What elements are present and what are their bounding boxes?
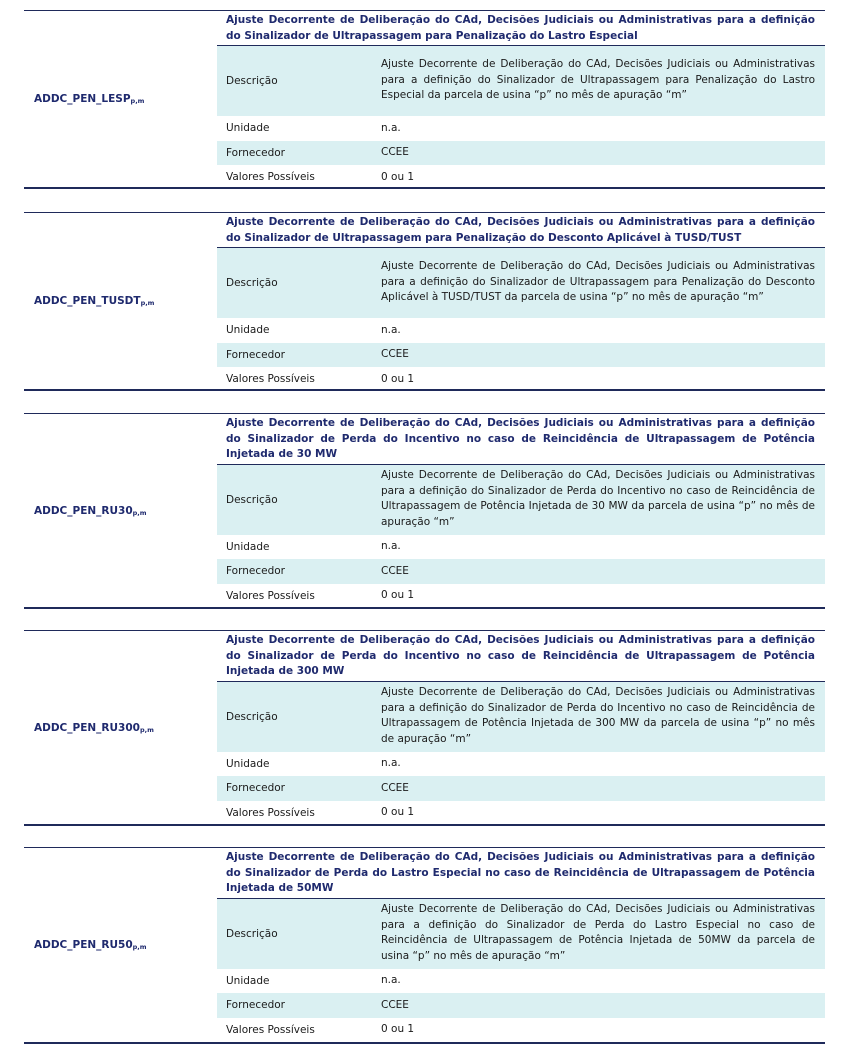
variable-code: $ADDC\_PEN\_RU30_{p,m}$ xyxy=(34,504,147,517)
unit-row xyxy=(217,969,825,994)
possible-values-row xyxy=(217,1018,825,1043)
possible-values-value: 0 ou 1 xyxy=(381,589,415,601)
supplier-row xyxy=(217,993,825,1018)
possible-values-value: 0 ou 1 xyxy=(381,806,415,818)
variable-title: Ajuste Decorrente de Deliberação do CAd, Decisões Judiciais ou Administrativas para a definição do Sinalizador de Perda do Incentivo no caso de Reincidência de Ultrapassagem de Potência Injetada de 300 MW xyxy=(217,631,825,682)
variable-code: $ADDC\_PEN\_TUSDT_{p,m}$ xyxy=(34,295,155,307)
description-label: Descrição xyxy=(226,75,278,87)
supplier-label: Fornecedor xyxy=(226,146,285,159)
possible-values-row xyxy=(217,584,825,609)
possible-values-value: 0 ou 1 xyxy=(381,372,415,385)
supplier-value: CCEE xyxy=(381,998,409,1011)
unit-row xyxy=(217,752,825,777)
possible-values-label: Valores Possíveis xyxy=(226,1023,315,1036)
unit-label: Unidade xyxy=(226,122,270,135)
variable-code: $ADDC\_PEN\_LESP_{p,m}$ xyxy=(34,93,145,105)
unit-label: Unidade xyxy=(226,324,270,337)
variable-title: Ajuste Decorrente de Deliberação do CAd, Decisões Judiciais ou Administrativas para a definição do Sinalizador de Ultrapassagem para Penalização do Lastro Especial xyxy=(217,11,825,46)
unit-row xyxy=(217,116,825,141)
possible-values-row xyxy=(217,367,825,392)
unit-value: n.a. xyxy=(381,121,401,134)
supplier-value: CCEE xyxy=(381,781,409,794)
supplier-row xyxy=(217,343,825,368)
variable-block-addc-pen-ru30 xyxy=(24,413,825,609)
variable-details xyxy=(217,213,825,392)
description-row xyxy=(217,248,825,318)
description-value: Ajuste Decorrente de Deliberação do CAd, Decisões Judiciais ou Administrativas para a definição do Sinalizador de Perda do Incentivo no caso de Reincidência de Ultrapassagem de Potência Injetada de 30 MW da parcela de usina “p” no mês de apuração “m” xyxy=(381,469,815,528)
variable-details xyxy=(217,11,825,190)
supplier-label: Fornecedor xyxy=(226,999,285,1012)
variable-details xyxy=(217,848,825,1042)
variable-details xyxy=(217,631,825,825)
unit-value: n.a. xyxy=(381,540,401,552)
variable-title: Ajuste Decorrente de Deliberação do CAd, Decisões Judiciais ou Administrativas para a definição do Sinalizador de Ultrapassagem para Penalização do Desconto Aplicável à TUSD/TUST xyxy=(217,213,825,248)
description-value: Ajuste Decorrente de Deliberação do CAd, Decisões Judiciais ou Administrativas para a definição do Sinalizador de Perda do Incentivo no caso de Reincidência de Ultrapassagem de Potência Injetada de 300 MW da parcela de usina “p” no mês de apuração “m” xyxy=(381,686,815,745)
supplier-value: CCEE xyxy=(381,146,409,158)
unit-row xyxy=(217,318,825,343)
description-row xyxy=(217,46,825,116)
variable-block-addc-pen-tusdt xyxy=(24,212,825,391)
unit-label: Unidade xyxy=(226,757,270,770)
supplier-label: Fornecedor xyxy=(226,565,285,578)
unit-label: Unidade xyxy=(226,540,270,553)
possible-values-row xyxy=(217,165,825,190)
description-value: Ajuste Decorrente de Deliberação do CAd, Decisões Judiciais ou Administrativas para a definição do Sinalizador de Ultrapassagem para Penalização do Desconto Aplicável à TUSD/TUST da parcela de usina “p” no mês de apuração “m” xyxy=(381,260,815,304)
variable-code: $ADDC\_PEN\_RU50_{p,m}$ xyxy=(34,939,147,951)
variable-block-addc-pen-lesp xyxy=(24,10,825,189)
description-label: Descrição xyxy=(226,710,278,723)
supplier-value: CCEE xyxy=(381,564,409,577)
possible-values-label: Valores Possíveis xyxy=(226,806,315,819)
supplier-label: Fornecedor xyxy=(226,782,285,795)
variable-code: $ADDC\_PEN\_RU300_{p,m}$ xyxy=(34,721,154,734)
description-row xyxy=(217,465,825,535)
unit-value: n.a. xyxy=(381,974,401,986)
description-label: Descrição xyxy=(226,277,278,289)
possible-values-row xyxy=(217,801,825,826)
description-value: Ajuste Decorrente de Deliberação do CAd, Decisões Judiciais ou Administrativas para a definição do Sinalizador de Perda do Lastro Especial no caso de Reincidência de Ultrapassagem de Potência Injetada de 50MW da parcela de usina “p” no mês de apuração “m” xyxy=(381,903,815,962)
possible-values-value: 0 ou 1 xyxy=(381,1023,415,1035)
description-label: Descrição xyxy=(226,493,278,506)
unit-value: n.a. xyxy=(381,323,401,336)
possible-values-label: Valores Possíveis xyxy=(226,171,315,184)
possible-values-value: 0 ou 1 xyxy=(381,170,415,183)
variable-title: Ajuste Decorrente de Deliberação do CAd, Decisões Judiciais ou Administrativas para a definição do Sinalizador de Perda do Incentivo no caso de Reincidência de Ultrapassagem de Potência Injetada de 30 MW xyxy=(217,414,825,465)
supplier-row xyxy=(217,559,825,584)
possible-values-label: Valores Possíveis xyxy=(226,373,315,386)
description-row xyxy=(217,899,825,969)
possible-values-label: Valores Possíveis xyxy=(226,589,315,602)
unit-label: Unidade xyxy=(226,974,270,987)
unit-value: n.a. xyxy=(381,757,401,769)
description-row xyxy=(217,682,825,752)
unit-row xyxy=(217,535,825,560)
variable-details xyxy=(217,414,825,608)
description-value: Ajuste Decorrente de Deliberação do CAd, Decisões Judiciais ou Administrativas para a definição do Sinalizador de Ultrapassagem para Penalização do Lastro Especial da parcela de usina “p” no mês de apuração “m” xyxy=(381,58,815,102)
variable-block-addc-pen-ru300 xyxy=(24,630,825,826)
variable-block-addc-pen-ru50 xyxy=(24,847,825,1044)
supplier-row xyxy=(217,141,825,166)
supplier-row xyxy=(217,776,825,801)
variable-title: Ajuste Decorrente de Deliberação do CAd, Decisões Judiciais ou Administrativas para a definição do Sinalizador de Perda do Lastro Especial no caso de Reincidência de Ultrapassagem de Potência Injetada de 50MW xyxy=(217,848,825,899)
supplier-label: Fornecedor xyxy=(226,348,285,361)
supplier-value: CCEE xyxy=(381,348,409,360)
description-label: Descrição xyxy=(226,927,278,940)
